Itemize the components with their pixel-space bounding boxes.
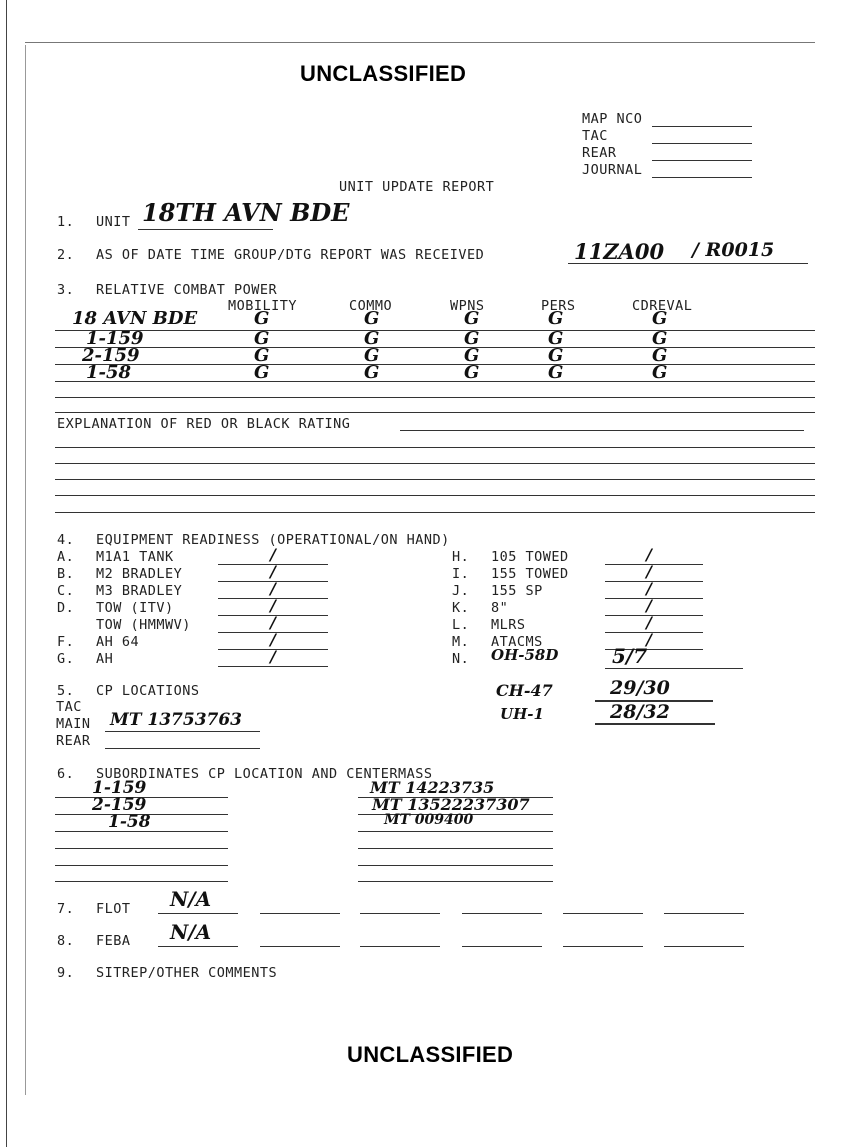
item3-label: RELATIVE COMBAT POWER [96,282,278,298]
rating-cell[interactable]: G [464,362,480,383]
table-row-unit[interactable]: 1-58 [86,362,132,383]
equip-letter: A. [57,549,75,565]
dtg-time-value[interactable]: / R0015 [692,239,775,261]
table-row-unit[interactable]: 1-159 [86,328,144,349]
equip-name[interactable]: UH-1 [500,705,544,723]
equip-name: 155 SP [491,583,543,599]
rating-cell[interactable]: G [548,328,564,349]
equip-value[interactable]: / [646,630,652,649]
equip-value[interactable]: 29/30 [610,677,670,699]
routing-rear: REAR [582,145,617,161]
routing-journal: JOURNAL [582,162,643,178]
item6-number: 6. [57,766,75,782]
routing-map-nco: MAP NCO [582,111,643,127]
col-pers: PERS [541,298,576,314]
item9-number: 9. [57,965,75,981]
equip-name[interactable]: OH-58D [491,646,559,664]
equip-value[interactable]: / [270,630,276,649]
equip-name: M3 BRADLEY [96,583,183,599]
item8-number: 8. [57,933,75,949]
cp-tac-label: TAC [56,699,82,715]
sitrep-label: SITREP/OTHER COMMENTS [96,965,278,981]
cp-main-value[interactable]: MT 13753763 [110,710,243,730]
equip-value[interactable]: 28/32 [610,701,670,723]
item3-number: 3. [57,282,75,298]
subordinate-location[interactable]: MT 13522237307 [372,795,530,814]
feba-label: FEBA [96,933,131,949]
equip-name: 155 TOWED [491,566,569,582]
col-wpns: WPNS [450,298,485,314]
equip-value[interactable]: / [270,647,276,666]
equip-name: MLRS [491,617,526,633]
rating-cell[interactable]: G [254,328,270,349]
rating-cell[interactable]: G [464,328,480,349]
scan-top-line [25,42,815,43]
item4-label: EQUIPMENT READINESS (OPERATIONAL/ON HAND) [96,532,450,548]
item6-label: SUBORDINATES CP LOCATION AND CENTERMASS [96,766,433,782]
table-row-unit[interactable]: 2-159 [82,345,140,366]
subordinate-location[interactable]: MT 14223735 [370,778,495,797]
rating-cell[interactable]: G [364,345,380,366]
equip-letter: H. [452,549,470,565]
equip-value[interactable]: / [646,545,652,564]
equip-name: AH [96,651,114,667]
item1-number: 1. [57,214,75,230]
equip-name: 105 TOWED [491,549,569,565]
equip-letter: F. [57,634,75,650]
subordinate-unit[interactable]: 1-159 [92,778,147,798]
rating-cell[interactable]: G [364,362,380,383]
form-title: UNIT UPDATE REPORT [339,179,495,195]
equip-value[interactable]: / [270,545,276,564]
rating-cell[interactable]: G [652,362,668,383]
equip-value[interactable]: / [646,579,652,598]
equip-letter: I. [452,566,470,582]
equip-name: TOW (HMMWV) [96,617,191,633]
equip-value[interactable]: / [646,562,652,581]
equip-value[interactable]: / [270,596,276,615]
rating-cell[interactable]: G [364,328,380,349]
item5-label: CP LOCATIONS [96,683,200,699]
equip-name: M1A1 TANK [96,549,174,565]
equip-value[interactable]: / [646,613,652,632]
subordinate-location[interactable]: MT 009400 [384,812,474,828]
equip-name: ATACMS [491,634,543,650]
rating-cell[interactable]: G [652,345,668,366]
equip-name: AH 64 [96,634,140,650]
rating-cell[interactable]: G [652,328,668,349]
cp-main-label: MAIN [56,716,91,732]
col-mobility: MOBILITY [228,298,298,314]
equip-name: TOW (ITV) [96,600,174,616]
flot-label: FLOT [96,901,131,917]
equip-letter: K. [452,600,470,616]
routing-tac: TAC [582,128,608,144]
item1-label: UNIT [96,214,131,230]
item7-number: 7. [57,901,75,917]
scan-edge-line [6,0,7,1147]
equip-letter: N. [452,651,470,667]
dtg-date-value[interactable]: 11ZA00 [574,239,665,264]
feba-value[interactable]: N/A [170,920,212,944]
equip-value[interactable]: / [270,613,276,632]
classification-top: UNCLASSIFIED [300,61,467,86]
rating-cell[interactable]: G [464,345,480,366]
rating-cell[interactable]: G [254,362,270,383]
col-commo: COMMO [349,298,393,314]
equip-name: M2 BRADLEY [96,566,183,582]
subordinate-unit[interactable]: 2-159 [92,795,147,815]
equip-name[interactable]: CH-47 [496,681,553,700]
item5-number: 5. [57,683,75,699]
subordinate-unit[interactable]: 1-58 [108,812,151,832]
rating-cell[interactable]: G [464,308,480,329]
equip-letter: C. [57,583,75,599]
cp-rear-label: REAR [56,733,91,749]
equip-letter: J. [452,583,470,599]
rating-cell[interactable]: G [652,308,668,329]
equip-letter: B. [57,566,75,582]
item4-number: 4. [57,532,75,548]
table-row-unit[interactable]: 18 AVN BDE [72,308,198,329]
equip-letter: G. [57,651,75,667]
flot-value[interactable]: N/A [170,887,212,911]
unit-value[interactable]: 18TH AVN BDE [142,198,350,227]
col-cdreval: CDREVAL [632,298,693,314]
equip-value[interactable]: 5/7 [612,644,648,668]
rating-cell[interactable]: G [254,308,270,329]
equip-letter: M. [452,634,470,650]
equip-letter: D. [57,600,75,616]
equip-value[interactable]: / [646,596,652,615]
rating-cell[interactable]: G [254,345,270,366]
explanation-label: EXPLANATION OF RED OR BLACK RATING [57,416,351,432]
rating-cell[interactable]: G [548,362,564,383]
rating-cell[interactable]: G [548,308,564,329]
item2-label: AS OF DATE TIME GROUP/DTG REPORT WAS RECEIVED [96,247,485,263]
item2-number: 2. [57,247,75,263]
rating-cell[interactable]: G [364,308,380,329]
equip-letter: L. [452,617,470,633]
classification-bottom: UNCLASSIFIED [347,1042,514,1067]
scan-edge-line [25,45,26,1095]
equip-name: 8" [491,600,509,616]
rating-cell[interactable]: G [548,345,564,366]
equip-value[interactable]: / [270,562,276,581]
equip-value[interactable]: / [270,579,276,598]
